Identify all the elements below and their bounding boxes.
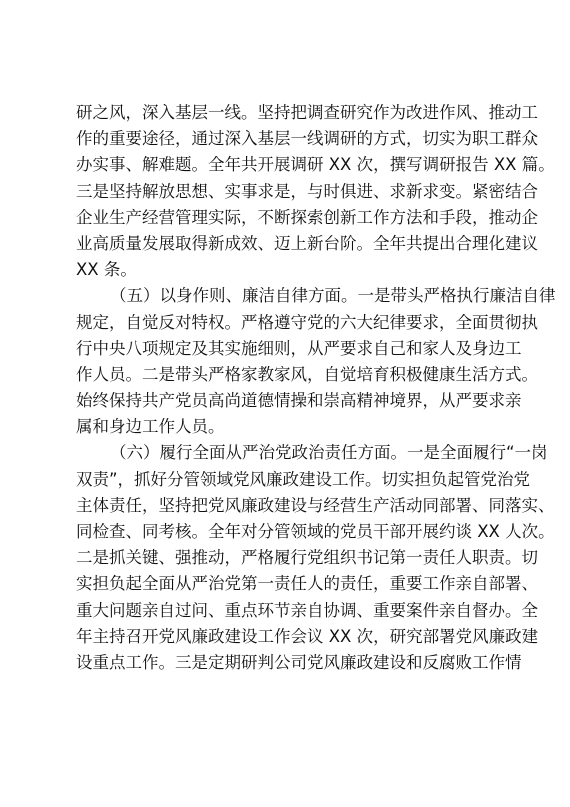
text-line: 双责”，抓好分管领域党风廉政建设工作。切实担负起管党治党: [76, 469, 531, 489]
text-line: 主体责任，坚持把党风廉政建设与经营生产活动同部署、同落实、: [76, 495, 555, 515]
text-line: 规定，自觉反对特权。严格遵守党的六大纪律要求，全面贯彻执: [76, 312, 538, 332]
text-line: 实担负起全面从严治党第一责任人的责任，重要工作亲自部署、: [76, 574, 538, 594]
text-line: 作的重要途径，通过深入基层一线调研的方式，切实为职工群众: [76, 129, 538, 149]
text-line: 业高质量发展取得新成效、迈上新台阶。全年共提出合理化建议: [76, 233, 538, 253]
text-line: （五）以身作则、廉洁自律方面。一是带头严格执行廉洁自律: [110, 286, 556, 306]
text-line: 属和身边工作人员。: [76, 417, 225, 437]
text-line: 同检查、同考核。全年对分管领域的党员干部开展约谈 XX 人次。: [76, 522, 555, 541]
text-line: 重大问题亲自过问、重点环节亲自协调、重要案件亲自督办。全: [76, 600, 538, 620]
text-line: 始终保持共产党员高尚道德情操和崇高精神境界，从严要求亲: [76, 391, 522, 411]
text-line: 行中央八项规定及其实施细则，从严要求自己和家人及身边工: [76, 338, 522, 358]
text-line: （六）履行全面从严治党政治责任方面。一是全面履行“一岗: [110, 443, 548, 463]
text-line: 企业生产经营管理实际，不断探索创新工作方法和手段，推动企: [76, 207, 538, 227]
document-body: [76, 100, 556, 676]
text-line: 作人员。二是带头严格家教家风，自觉培育积极健康生活方式。: [76, 364, 538, 384]
text-line: 年主持召开党风廉政建设工作会议 XX 次，研究部署党风廉政建: [76, 626, 539, 646]
text-line: XX 条。: [76, 260, 137, 280]
text-line: 设重点工作。三是定期研判公司党风廉政建设和反腐败工作情: [76, 652, 522, 672]
text-line: 办实事、解难题。全年共开展调研 XX 次，撰写调研报告 XX 篇。: [76, 155, 555, 175]
text-line: 研之风，深入基层一线。坚持把调查研究作为改进作风、推动工: [76, 103, 538, 122]
text-line: 二是抓关键、强推动，严格履行党组织书记第一责任人职责。切: [76, 548, 538, 568]
text-line: 三是坚持解放思想、实事求是，与时俱进、求新求变。紧密结合: [76, 181, 538, 201]
